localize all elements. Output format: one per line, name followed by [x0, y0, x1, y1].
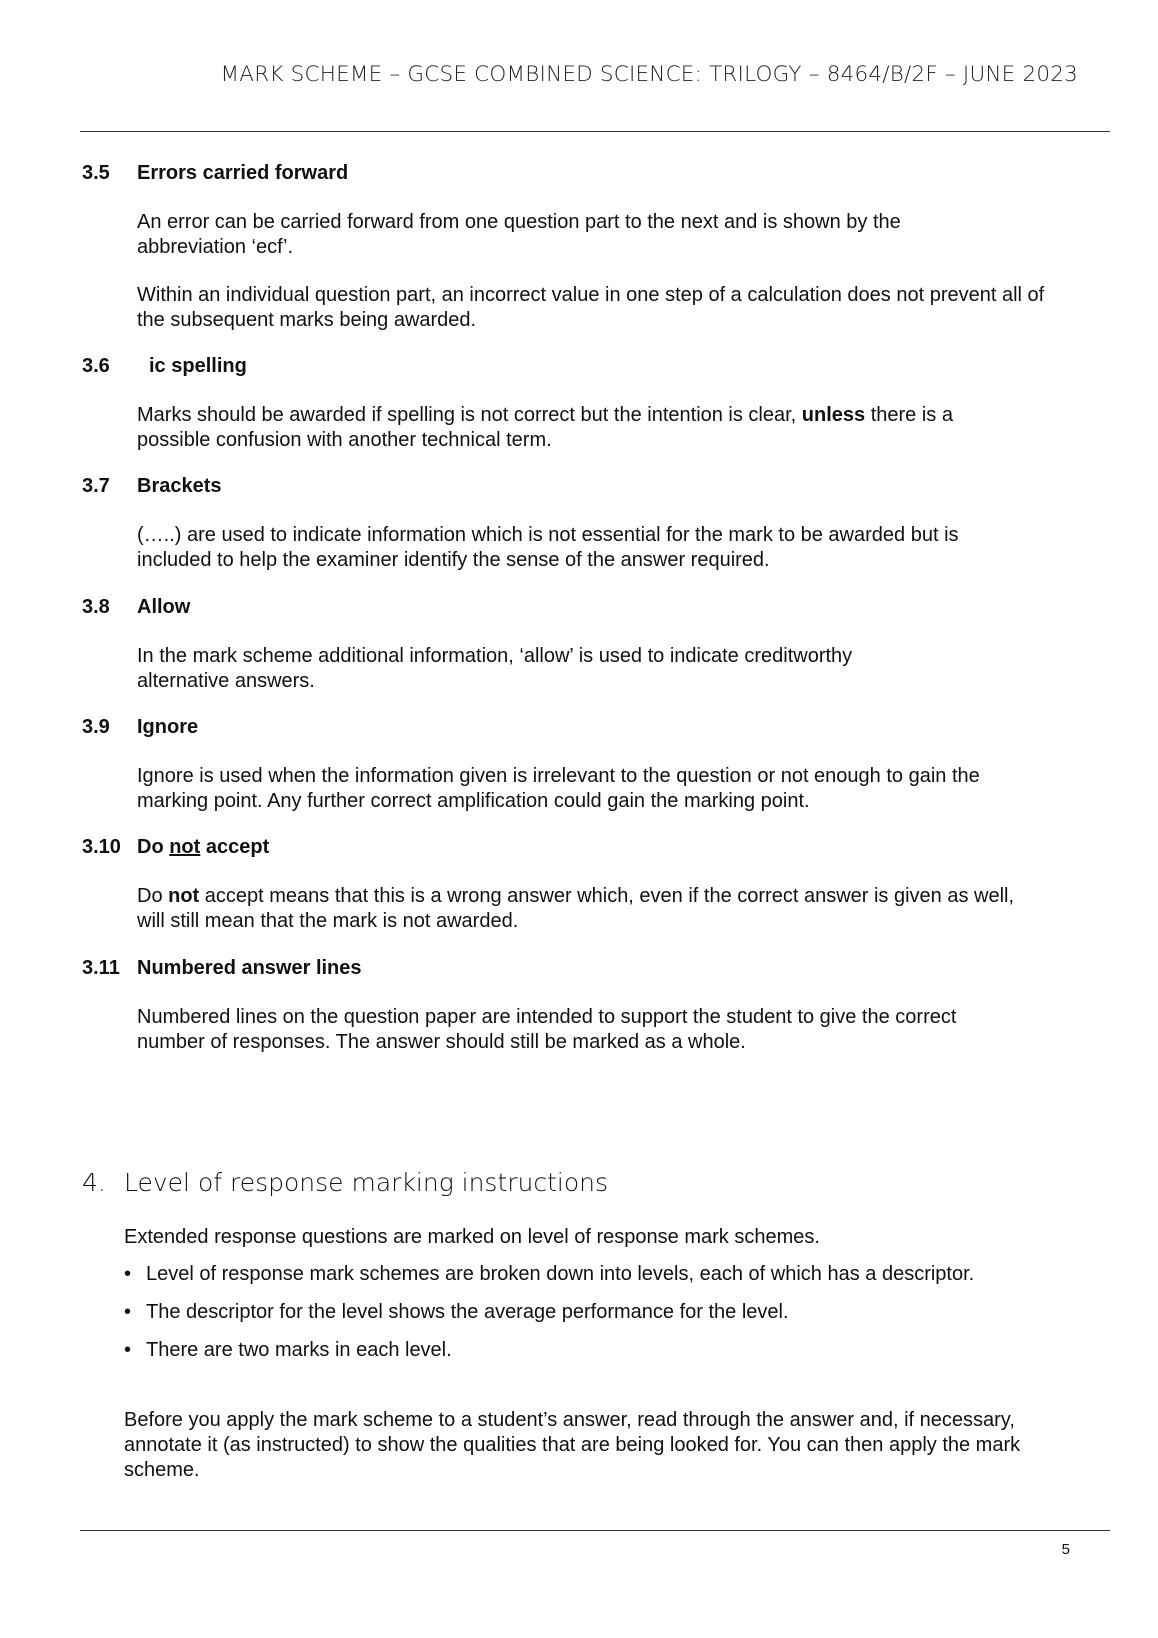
header-rule [80, 131, 1110, 132]
section-number: 3.9 [82, 716, 110, 738]
section-number: 3.10 [82, 836, 121, 858]
section-3-9-paragraph: Ignore is used when the information given is irrelevant to the question or not enough to gain the marking point. Any further correct amplification could gain the marking point. [137, 765, 980, 812]
section-3-11-paragraph: Numbered lines on the question paper are intended to support the student to give the correct number of responses. The answer should still be marked as a whole. [137, 1006, 957, 1053]
section-title: Ignore [137, 716, 199, 738]
list-item: • There are two marks in each level. [124, 1338, 1084, 1363]
section-number: 4. [82, 1168, 106, 1197]
emphasis-unless: unless [801, 404, 866, 426]
section-3-6-paragraph [137, 403, 997, 453]
section-title: accept [200, 836, 270, 858]
text-line: In the mark scheme additional information, ‘allow’ is used to indicate creditworthy [137, 645, 853, 667]
text-run: Marks should be awarded if spelling is not correct but the intention is clear, [137, 404, 802, 426]
section-4-heading [82, 1168, 608, 1197]
section-title: Numbered answer lines [137, 957, 362, 979]
list-item: • Level of response mark schemes are broken down into levels, each of which has a descriptor. [124, 1262, 1084, 1287]
section-title: Errors carried forward [137, 162, 349, 184]
section-3-6-heading [82, 355, 247, 378]
section-3-8-heading [82, 596, 190, 619]
section-3-8-paragraph [137, 644, 1077, 694]
section-4-intro: Extended response questions are marked on level of response mark schemes. [124, 1226, 820, 1248]
section-number: 3.5 [82, 162, 110, 184]
section-3-5-paragraph-2: Within an individual question part, an incorrect value in one step of a calculation does not prevent all of the subsequent marks being awarded. [137, 284, 1045, 331]
section-3-5-heading [82, 162, 348, 185]
section-3-7-heading [82, 475, 222, 498]
section-3-7-paragraph: (…..) are used to indicate information which is not essential for the mark to be awarded but is included to help the examiner identify the sense of the answer required. [137, 524, 959, 571]
section-number: 3.11 [82, 957, 120, 979]
section-number: 3.8 [82, 596, 110, 618]
section-3-5-paragraph-1: An error can be carried forward from one question part to the next and is shown by the abbreviation ‘ecf’. [137, 211, 901, 258]
section-title: ic spelling [149, 355, 247, 377]
section-4-closing: Before you apply the mark scheme to a student’s answer, read through the answer and, if necessary, annotate it (as instructed) to show the qualities that are being looked for. You can then apply the mark scheme. [124, 1409, 1021, 1481]
underlined-not: not [169, 836, 201, 858]
section-title: Do [137, 836, 170, 858]
text-line: alternative answers. [137, 670, 315, 692]
text-run: there is a possible confusion with another technical term. [137, 404, 953, 451]
footer-rule [80, 1530, 1110, 1531]
section-number: 3.6 [82, 355, 110, 377]
emphasis-not: not [168, 885, 200, 907]
section-title: Level of response marking instructions [124, 1168, 609, 1197]
section-4-bullet-list [124, 1262, 1084, 1376]
page-number: 5 [1061, 1541, 1070, 1558]
text-run: accept means that this is a wrong answer which, even if the correct answer is given as well, will still mean that the mark is not awarded. [137, 885, 1015, 932]
section-3-10-heading [82, 836, 269, 859]
list-item: • The descriptor for the level shows the average performance for the level. [124, 1300, 1084, 1325]
section-number: 3.7 [82, 475, 110, 497]
section-title: Brackets [137, 475, 222, 497]
section-3-9-heading [82, 716, 198, 739]
section-title: Allow [137, 596, 191, 618]
running-header: MARK SCHEME – GCSE COMBINED SCIENCE: TRILOGY – 8464/B/2F – JUNE 2023 [220, 62, 1078, 87]
section-3-11-heading [82, 957, 362, 980]
text-run: Do [137, 885, 169, 907]
section-3-10-paragraph [137, 884, 1017, 934]
